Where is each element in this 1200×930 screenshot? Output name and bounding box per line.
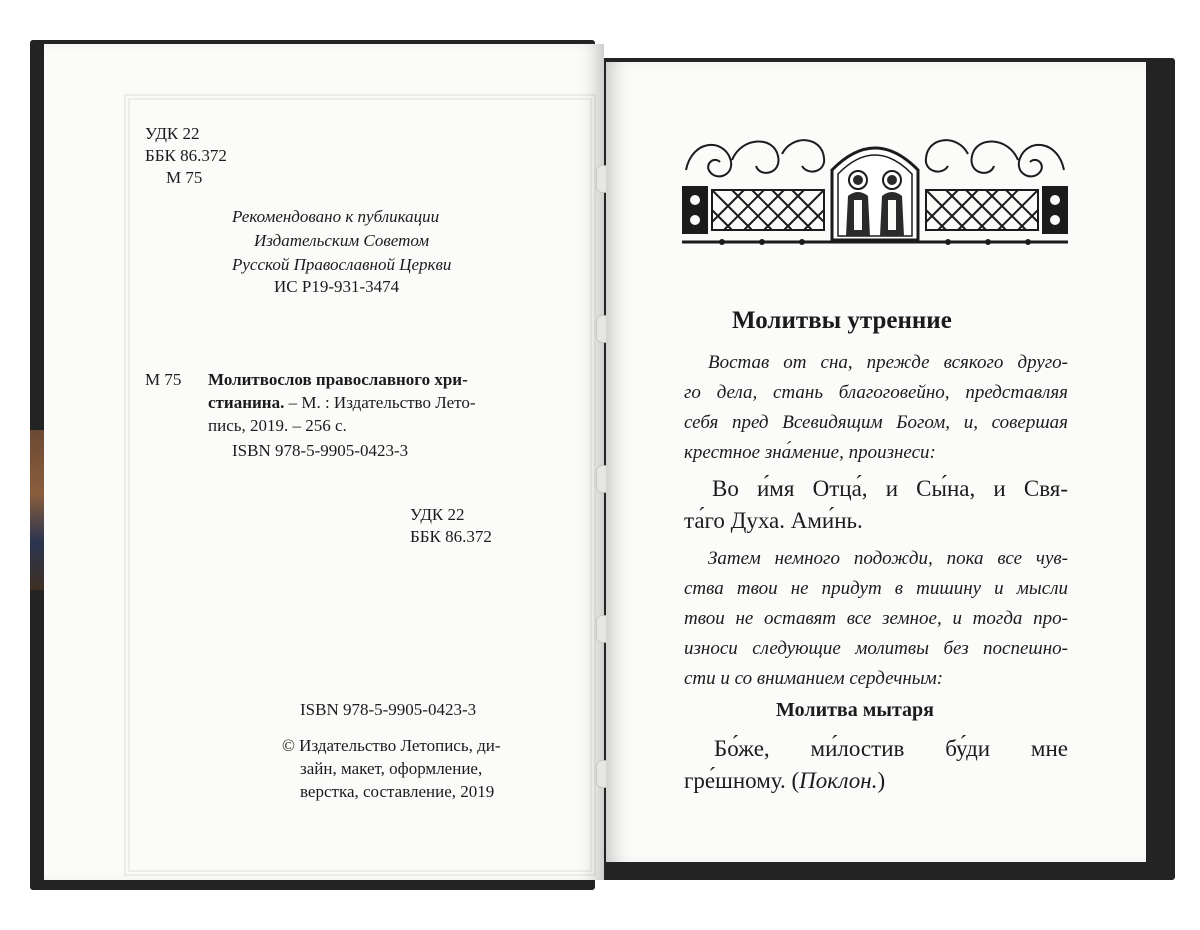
prayer-line: та́го Духа. Ами́нь. bbox=[684, 508, 863, 533]
prayer-line bbox=[684, 767, 885, 795]
prayer-text: гре́шному. ( bbox=[684, 768, 800, 793]
biblio-code: М 75 bbox=[145, 370, 182, 389]
instruction-line: Затем немного подожди, пока все чув- bbox=[708, 548, 1068, 569]
bbk-top: ББК 86.372 bbox=[145, 146, 227, 165]
isbn-bottom: ISBN 978-5-9905-0423-3 bbox=[300, 700, 477, 719]
instruction-line: сти и со вниманием сердечным: bbox=[684, 668, 944, 689]
instruction-line: твои не оставят все земное, и тогда про- bbox=[684, 608, 1068, 629]
bbk-mid: ББК 86.372 bbox=[410, 527, 492, 546]
bow-rubric: Поклон. bbox=[799, 768, 878, 793]
biblio-title-line-1: Молитвослов православного хри- bbox=[208, 370, 468, 389]
is-number: ИС Р19-931-3474 bbox=[274, 277, 400, 296]
code-top: М 75 bbox=[166, 168, 203, 187]
instruction-line: ства твои не придут в тишину и мысли bbox=[684, 578, 1068, 599]
copyright-line: верстка, составление, 2019 bbox=[300, 782, 495, 801]
instruction-line: Востав от сна, прежде всякого друго- bbox=[708, 352, 1068, 373]
biblio-title-line-2: стианина. bbox=[208, 393, 285, 412]
prayer-text-close: ) bbox=[877, 768, 886, 793]
isbn-top: ISBN 978-5-9905-0423-3 bbox=[232, 441, 409, 460]
headpiece-ornament bbox=[682, 130, 1068, 248]
instruction-line: крестное зна́мение, произнеси: bbox=[684, 442, 936, 463]
subheading-publican-prayer: Молитва мытаря bbox=[776, 699, 934, 721]
copyright-line: зайн, макет, оформление, bbox=[300, 759, 483, 778]
instruction-line: го дела, стань благоговейно, представляя bbox=[684, 382, 1068, 403]
biblio-publisher: – М. : Издательство Лето- bbox=[288, 393, 476, 412]
udk-mid: УДК 22 bbox=[410, 505, 465, 524]
prayer-line: Бо́же, ми́лостив бу́ди мне bbox=[714, 736, 1068, 761]
instruction-line: износи следующие молитвы без поспешно- bbox=[684, 638, 1068, 659]
recommended-line: Рекомендовано к публикации bbox=[232, 207, 440, 226]
instruction-line: себя пред Всевидящим Богом, и, совершая bbox=[684, 412, 1068, 433]
recommended-line: Русской Православной Церкви bbox=[232, 255, 452, 274]
prayer-line: Во и́мя Отца́, и Сы́на, и Свя- bbox=[712, 476, 1068, 501]
page-heading: Молитвы утренние bbox=[732, 307, 952, 334]
recommended-line: Издательским Советом bbox=[254, 231, 430, 250]
biblio-line-3: пись, 2019. – 256 с. bbox=[208, 416, 347, 435]
copyright-line: © Издательство Летопись, ди- bbox=[282, 736, 501, 755]
udk-top: УДК 22 bbox=[145, 124, 200, 143]
